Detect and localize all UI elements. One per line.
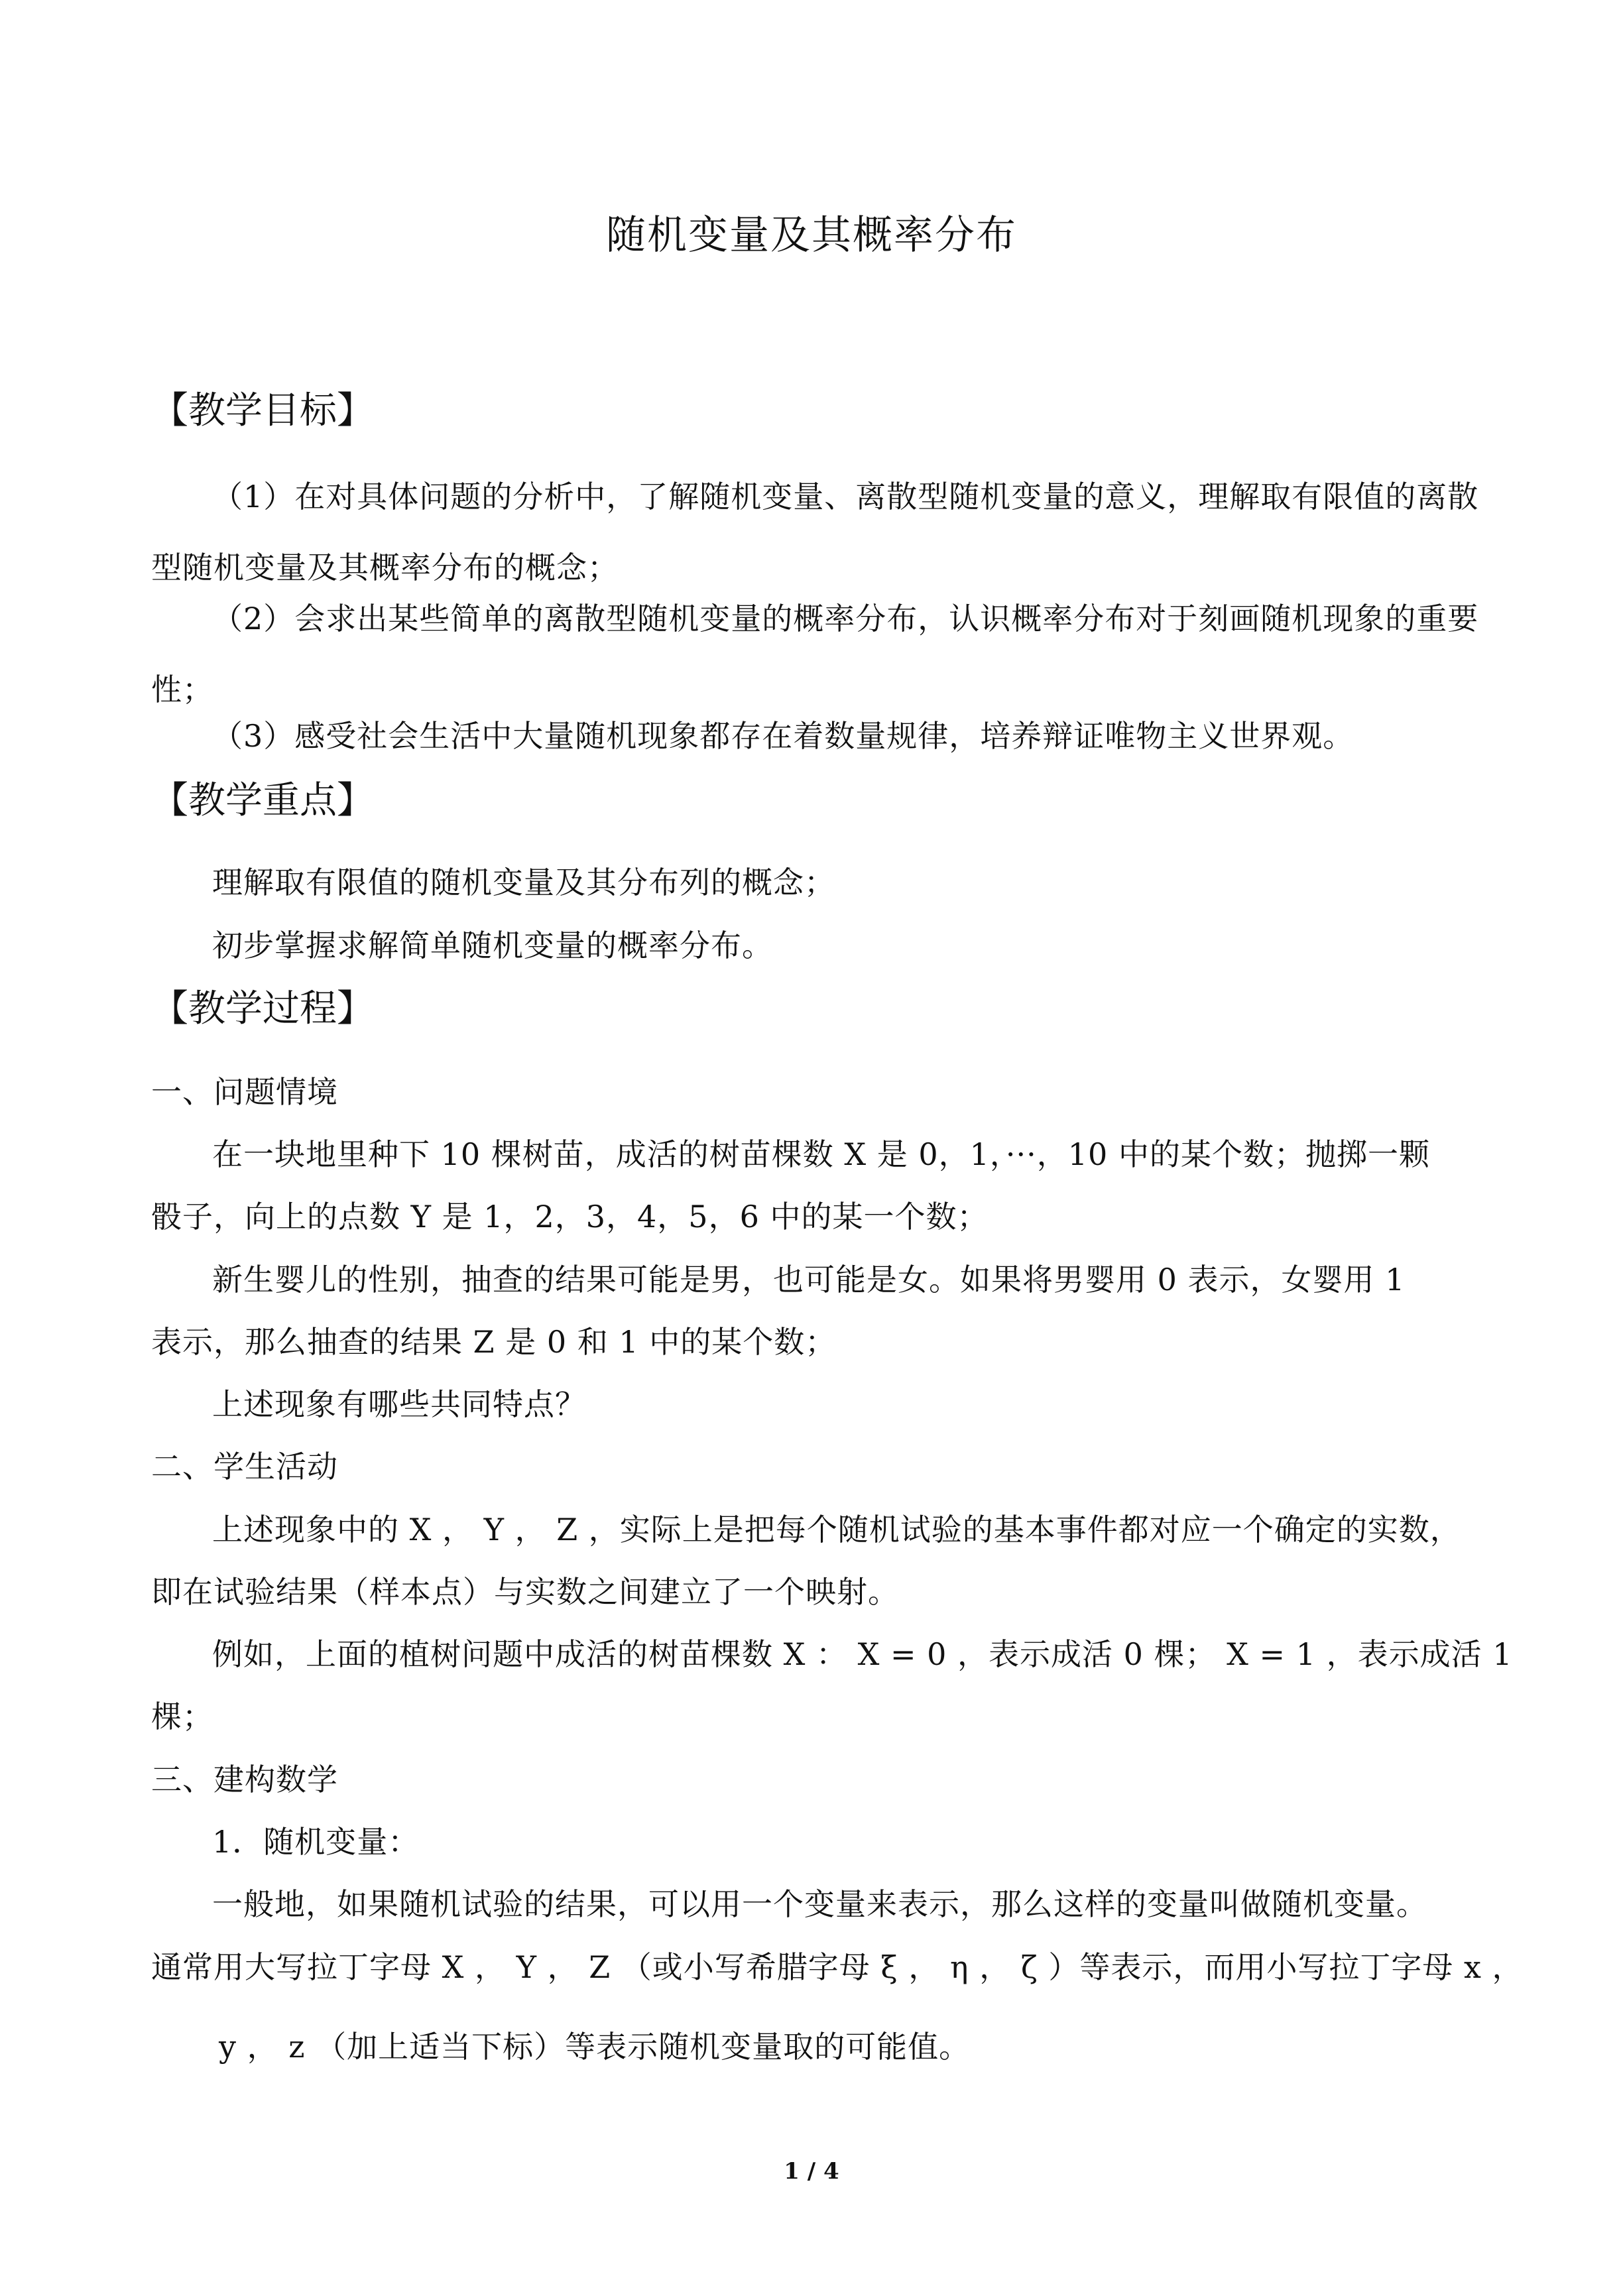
subheading-problem-context: 一、问题情境	[151, 1074, 338, 1110]
numbered-subheading: 1．随机变量：	[212, 1824, 420, 1860]
paragraph-line: 棵；	[151, 1699, 213, 1734]
section-heading-process: 【教学过程】	[151, 987, 374, 1030]
paragraph-line: 新生婴儿的性别，抽查的结果可能是男，也可能是女。如果将男婴用 0 表示，女婴用 1	[212, 1262, 1406, 1298]
key-point-item-2: 初步掌握求解简单随机变量的概率分布。	[212, 928, 773, 963]
paragraph-line: y ， z （加上适当下标）等表示随机变量取的可能值。	[219, 2029, 971, 2065]
paragraph-line: 上述现象有哪些共同特点？	[212, 1386, 586, 1422]
section-heading-objectives: 【教学目标】	[151, 389, 374, 432]
paragraph-line: 通常用大写拉丁字母 X ， Y ， Z （或小写希腊字母 ξ ， η ， ζ ）等表示，而用小写拉丁字母 x ，	[151, 1949, 1524, 1985]
paragraph-line: 表示，那么抽查的结果 Z 是 0 和 1 中的某个数；	[151, 1324, 837, 1360]
paragraph-line: 即在试验结果（样本点）与实数之间建立了一个映射。	[151, 1574, 899, 1610]
objective-item-1: （1）在对具体问题的分析中，了解随机变量、离散型随机变量的意义，理解取有限值的离散型随机变量及其概率分布的概念；	[151, 479, 1479, 585]
paragraph-line: 骰子，向上的点数 Y 是 1，2，3，4，5，6 中的某一个数；	[151, 1199, 989, 1235]
objective-item-2: （2）会求出某些简单的离散型随机变量的概率分布，认识概率分布对于刻画随机现象的重要性；	[151, 601, 1479, 707]
paragraph-line: 上述现象中的 X ， Y ， Z ，实际上是把每个随机试验的基本事件都对应一个确定的实数，	[212, 1512, 1461, 1547]
page-title: 随机变量及其概率分布	[606, 212, 1017, 259]
paragraph-line: 在一块地里种下 10 棵树苗，成活的树苗棵数 X 是 0，1，···，10 中的某个数；抛掷一颗	[212, 1136, 1430, 1172]
subheading-construct-math: 三、建构数学	[151, 1762, 338, 1797]
page-number: 1 / 4	[784, 2158, 839, 2185]
paragraph-line: 一般地，如果随机试验的结果，可以用一个变量来表示，那么这样的变量叫做随机变量。	[212, 1886, 1427, 1922]
subheading-student-activity: 二、学生活动	[151, 1449, 338, 1484]
section-heading-key-points: 【教学重点】	[151, 779, 374, 822]
objective-item-3: （3）感受社会生活中大量随机现象都存在着数量规律，培养辩证唯物主义世界观。	[212, 718, 1354, 754]
paragraph-line: 例如，上面的植树问题中成活的树苗棵数 X ： X = 0 ，表示成活 0 棵； X = 1 ，表示成活 1	[212, 1636, 1513, 1672]
key-point-item-1: 理解取有限值的随机变量及其分布列的概念；	[212, 865, 835, 900]
